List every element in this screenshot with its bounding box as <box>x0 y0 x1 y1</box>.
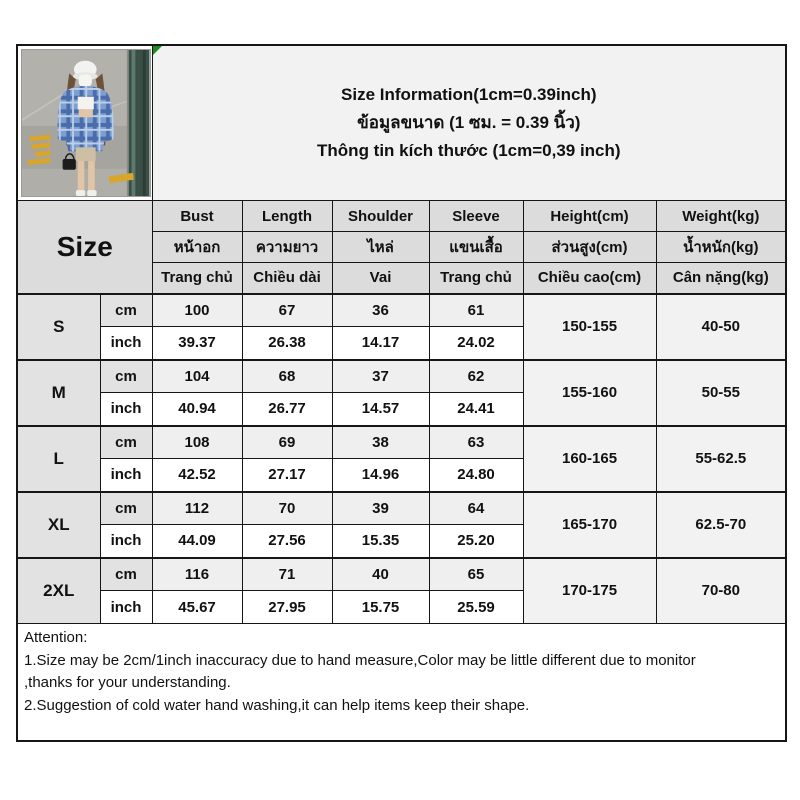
table-cell: 112 <box>152 492 242 525</box>
col-bust-en: Bust <box>152 201 242 232</box>
size-header: Size <box>17 201 152 294</box>
table-cell: 69 <box>242 426 332 459</box>
title-thai: ข้อมูลขนาด (1 ซม. = 0.39 นิ้ว) <box>357 112 581 132</box>
attention-line-2: ,thanks for your understanding. <box>24 674 231 691</box>
cell-corner-triangle-icon <box>153 46 162 55</box>
table-cell: 104 <box>152 360 242 393</box>
col-weight-vi: Cân nặng(kg) <box>656 263 786 294</box>
model-photo-illustration <box>21 49 151 197</box>
col-bust-vi: Trang chủ <box>152 263 242 294</box>
table-cell: 71 <box>242 558 332 591</box>
unit-label-cm: cm <box>100 294 152 327</box>
unit-label-inch: inch <box>100 525 152 558</box>
table-cell: 42.52 <box>152 459 242 492</box>
table-cell: 26.77 <box>242 393 332 426</box>
size-row-label: M <box>17 360 100 426</box>
size-row-label: XL <box>17 492 100 558</box>
height-range-cell: 150-155 <box>523 294 656 360</box>
table-cell: 24.80 <box>429 459 523 492</box>
size-chart-title <box>152 45 786 201</box>
attention-line-3: 2.Suggestion of cold water hand washing,it can help items keep their shape. <box>24 696 530 714</box>
title-english: Size Information(1cm=0.39inch) <box>341 84 597 104</box>
col-shoulder-en: Shoulder <box>332 201 429 232</box>
table-cell: 116 <box>152 558 242 591</box>
col-sleeve-th: แขนเสื้อ <box>429 232 523 263</box>
table-cell: 14.17 <box>332 327 429 360</box>
unit-label-inch: inch <box>100 459 152 492</box>
table-cell: 108 <box>152 426 242 459</box>
height-range-cell: 155-160 <box>523 360 656 426</box>
col-shoulder-vi: Vai <box>332 263 429 294</box>
table-cell: 15.35 <box>332 525 429 558</box>
table-cell: 24.02 <box>429 327 523 360</box>
table-cell: 40 <box>332 558 429 591</box>
size-row-label: S <box>17 294 100 360</box>
height-range-cell: 170-175 <box>523 558 656 624</box>
table-cell: 39 <box>332 492 429 525</box>
col-sleeve-vi: Trang chủ <box>429 263 523 294</box>
col-height-vi: Chiều cao(cm) <box>523 263 656 294</box>
attention-line-1: 1.Size may be 2cm/1inch inaccuracy due to hand measure,Color may be little different due to monitor <box>24 651 696 669</box>
table-cell: 61 <box>429 294 523 327</box>
unit-label-inch: inch <box>100 591 152 624</box>
unit-label-cm: cm <box>100 492 152 525</box>
unit-label-cm: cm <box>100 360 152 393</box>
product-photo <box>17 45 152 201</box>
height-range-cell: 165-170 <box>523 492 656 558</box>
table-cell: 44.09 <box>152 525 242 558</box>
table-cell: 70 <box>242 492 332 525</box>
table-cell: 27.56 <box>242 525 332 558</box>
table-cell: 37 <box>332 360 429 393</box>
unit-label-inch: inch <box>100 327 152 360</box>
attention-heading: Attention: <box>24 629 88 646</box>
height-range-cell: 160-165 <box>523 426 656 492</box>
table-cell: 27.17 <box>242 459 332 492</box>
table-cell: 45.67 <box>152 591 242 624</box>
unit-label-cm: cm <box>100 426 152 459</box>
table-cell: 25.59 <box>429 591 523 624</box>
table-cell: 36 <box>332 294 429 327</box>
col-weight-en: Weight(kg) <box>656 201 786 232</box>
size-row-label: 2XL <box>17 558 100 624</box>
unit-label-cm: cm <box>100 558 152 591</box>
col-shoulder-th: ไหล่ <box>332 232 429 263</box>
table-cell: 40.94 <box>152 393 242 426</box>
weight-range-cell: 70-80 <box>656 558 786 624</box>
table-cell: 100 <box>152 294 242 327</box>
col-length-vi: Chiều dài <box>242 263 332 294</box>
table-cell: 39.37 <box>152 327 242 360</box>
weight-range-cell: 50-55 <box>656 360 786 426</box>
size-chart-table <box>16 44 787 742</box>
table-cell: 26.38 <box>242 327 332 360</box>
table-cell: 25.20 <box>429 525 523 558</box>
col-weight-th: น้ำหนัก(kg) <box>656 232 786 263</box>
attention-note <box>17 624 786 741</box>
col-length-th: ความยาว <box>242 232 332 263</box>
size-row-label: L <box>17 426 100 492</box>
unit-label-inch: inch <box>100 393 152 426</box>
col-length-en: Length <box>242 201 332 232</box>
col-bust-th: หน้าอก <box>152 232 242 263</box>
weight-range-cell: 55-62.5 <box>656 426 786 492</box>
table-cell: 14.96 <box>332 459 429 492</box>
table-cell: 62 <box>429 360 523 393</box>
col-height-th: ส่วนสูง(cm) <box>523 232 656 263</box>
table-cell: 68 <box>242 360 332 393</box>
col-sleeve-en: Sleeve <box>429 201 523 232</box>
col-height-en: Height(cm) <box>523 201 656 232</box>
table-cell: 64 <box>429 492 523 525</box>
weight-range-cell: 62.5-70 <box>656 492 786 558</box>
table-cell: 65 <box>429 558 523 591</box>
table-cell: 63 <box>429 426 523 459</box>
table-cell: 27.95 <box>242 591 332 624</box>
table-cell: 38 <box>332 426 429 459</box>
table-cell: 67 <box>242 294 332 327</box>
title-vietnamese: Thông tin kích thước (1cm=0,39 inch) <box>317 141 621 161</box>
table-cell: 15.75 <box>332 591 429 624</box>
table-cell: 14.57 <box>332 393 429 426</box>
table-cell: 24.41 <box>429 393 523 426</box>
weight-range-cell: 40-50 <box>656 294 786 360</box>
